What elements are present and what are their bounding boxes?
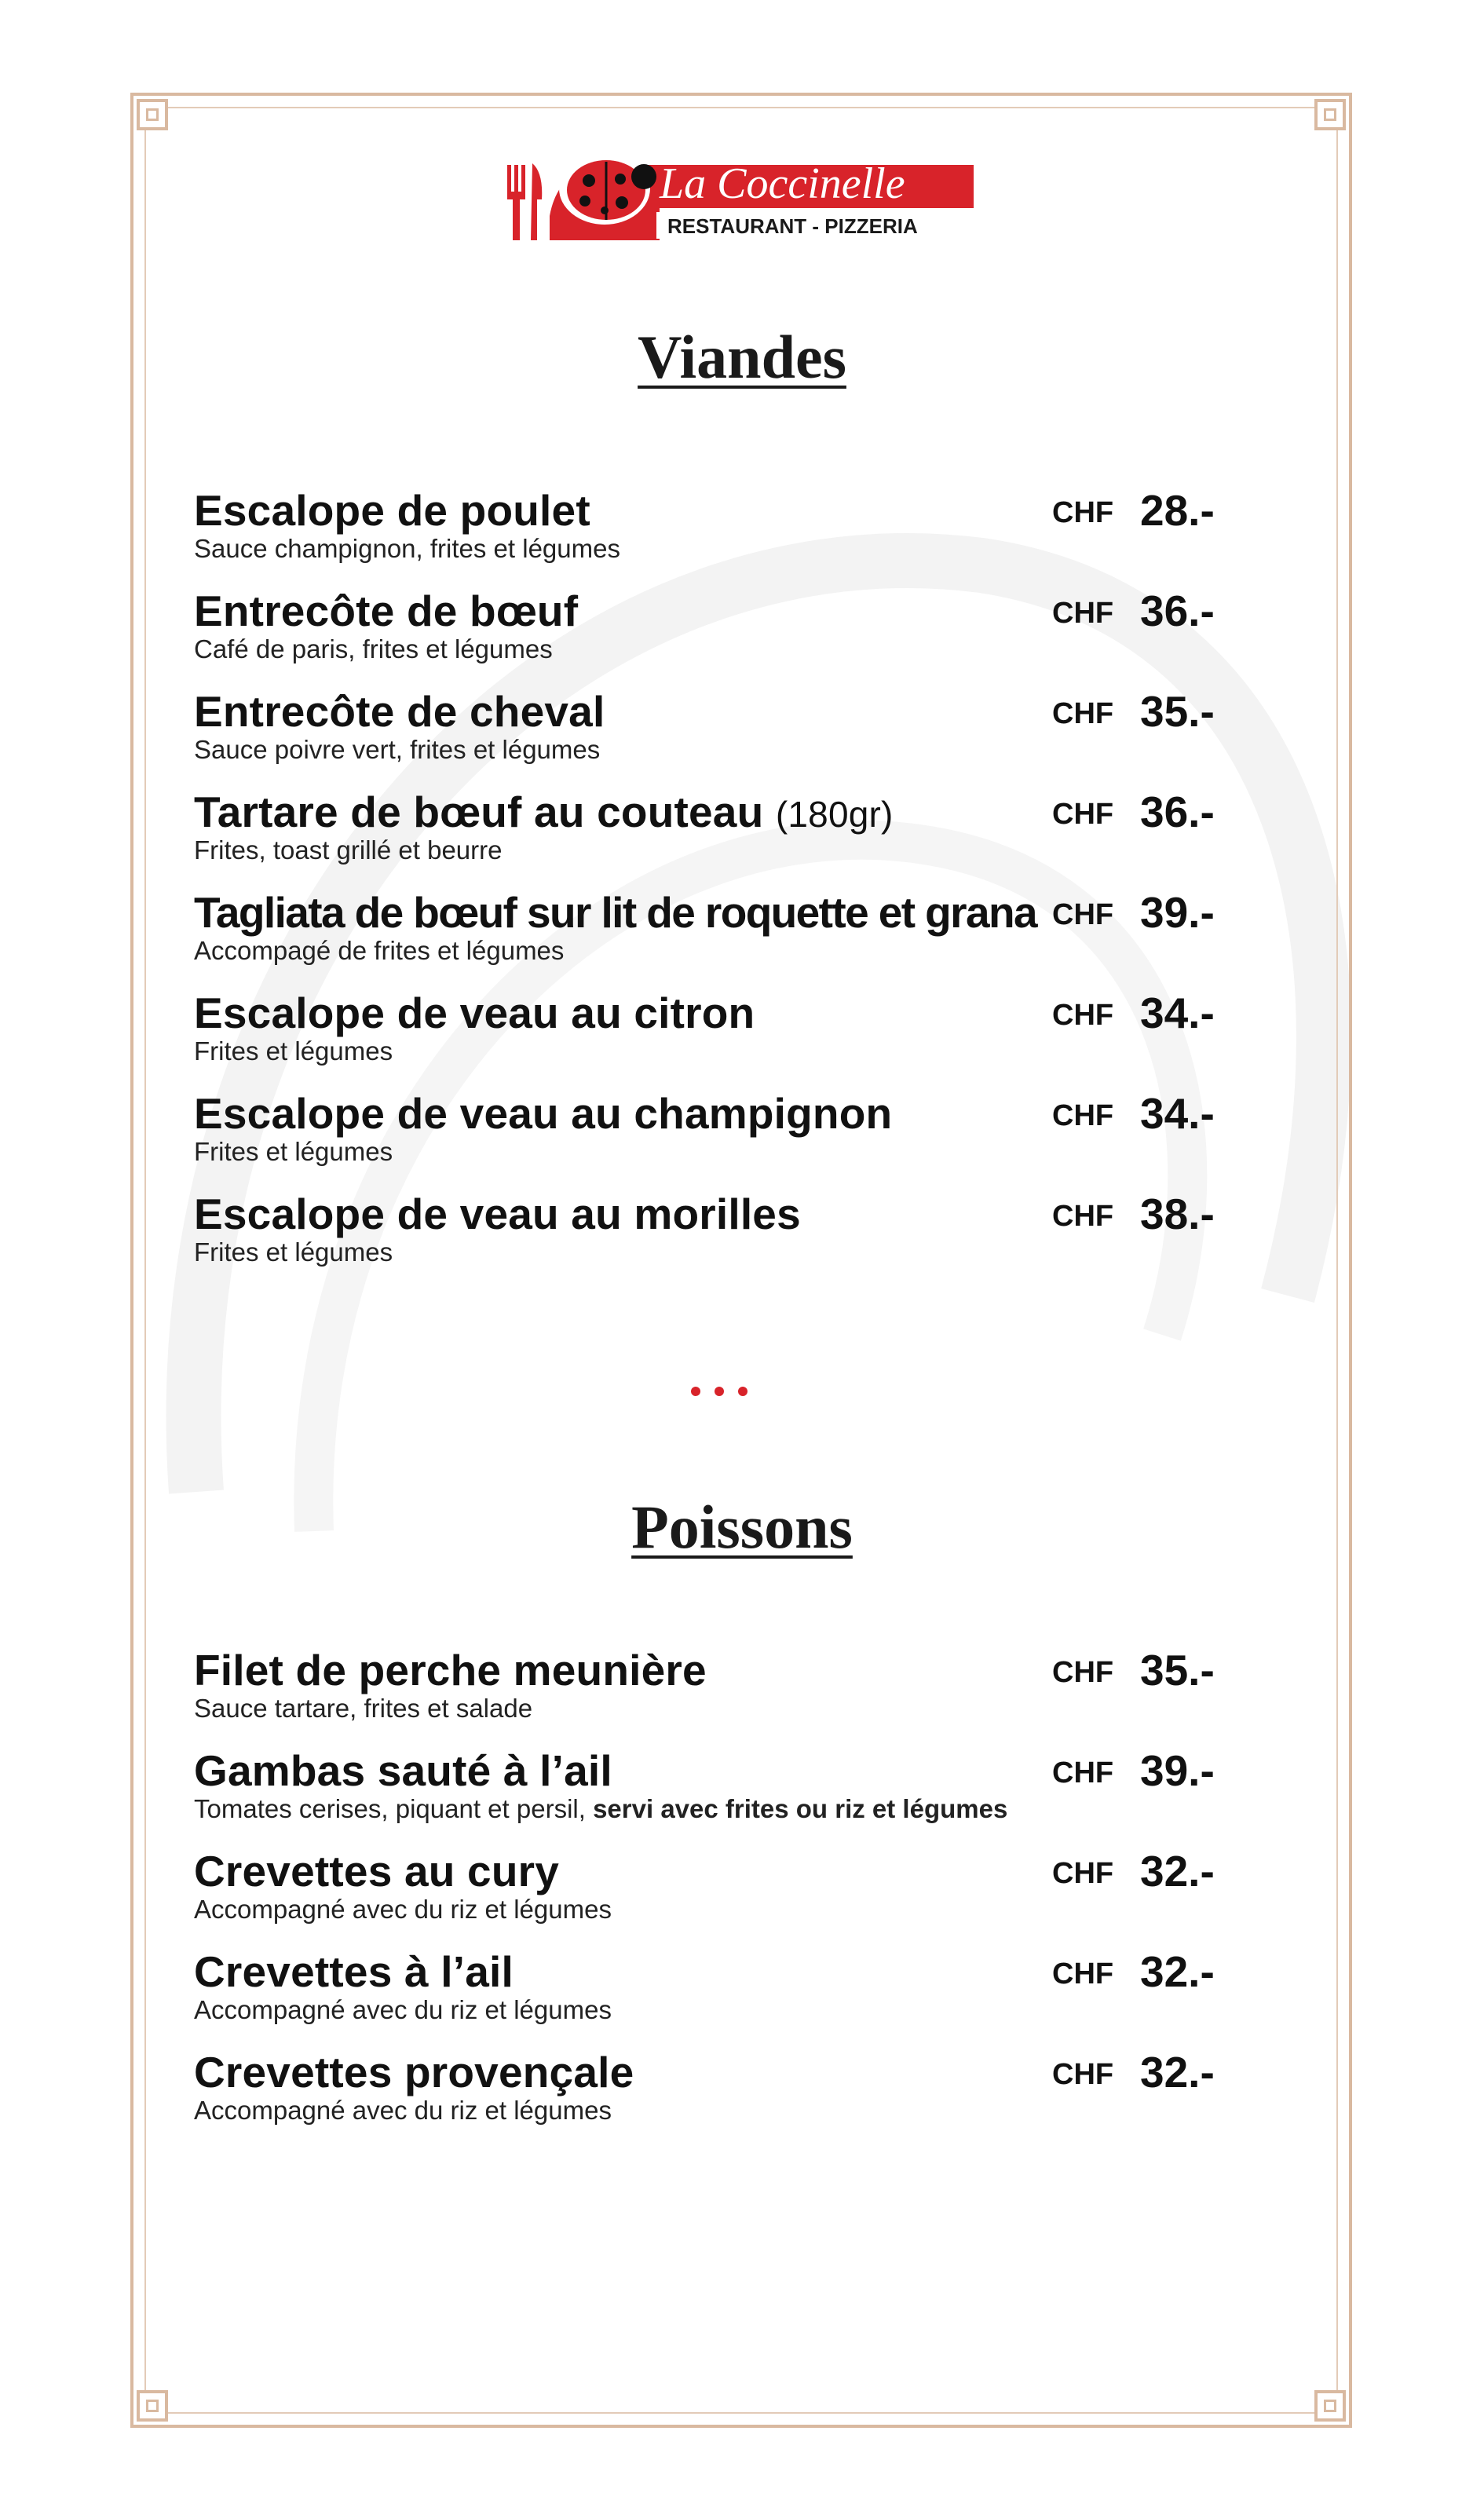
corner-ornament [1314,99,1346,130]
item-description: Frites et légumes [194,1036,393,1066]
item-description: Frites, toast grillé et beurre [194,835,503,865]
item-price: 32.- [1140,1947,1215,1996]
currency-label: CHF [1052,1200,1114,1233]
menu-item [194,787,1293,887]
item-price: 28.- [1140,486,1215,535]
item-name: Escalope de veau au champignon [194,1089,893,1138]
item-name: Escalope de veau au citron [194,989,755,1037]
menu-list-viandes [194,485,1293,1289]
currency-label: CHF [1052,1857,1114,1890]
restaurant-logo [503,141,974,243]
menu-item [194,1645,1293,1745]
item-description: Sauce champignon, frites et légumes [194,534,620,563]
brand-tagline: RESTAURANT - PIZZERIA [667,214,918,238]
item-description: Accompagné avec du riz et légumes [194,2096,612,2125]
item-description: Café de paris, frites et légumes [194,634,553,663]
corner-ornament [137,99,168,130]
menu-item [194,686,1293,787]
item-description [194,1794,1007,1824]
menu-item [194,988,1293,1088]
item-description: Accompagné avec du riz et légumes [194,1995,612,2024]
item-name: Filet de perche meunière [194,1646,707,1694]
currency-label: CHF [1052,597,1114,630]
menu-item [194,1846,1293,1947]
item-name [194,787,894,837]
item-name: Escalope de veau au morilles [194,1190,801,1238]
item-price: 34.- [1140,989,1215,1037]
brand-name: La Coccinelle [660,159,905,208]
item-name-text: Tartare de bœuf au couteau [194,788,764,836]
item-description: Frites et légumes [194,1137,393,1166]
item-name: Entrecôte de bœuf [194,587,579,635]
item-name: Gambas sauté à l’ail [194,1746,612,1795]
currency-label: CHF [1052,1656,1114,1689]
currency-label: CHF [1052,898,1114,931]
item-price: 36.- [1140,788,1215,836]
menu-item [194,1745,1293,1846]
item-description: Accompagé de frites et légumes [194,936,565,965]
currency-label: CHF [1052,1099,1114,1132]
item-price: 34.- [1140,1089,1215,1138]
section-title-viandes: Viandes [638,323,846,391]
corner-ornament [137,2390,168,2422]
menu-list-poissons [194,1645,1293,2148]
item-name: Escalope de poulet [194,486,590,535]
section-separator-dots [691,1386,762,1400]
item-price: 39.- [1140,1746,1215,1795]
currency-label: CHF [1052,1958,1114,1990]
item-description: Sauce tartare, frites et salade [194,1694,533,1723]
corner-ornament [1314,2390,1346,2422]
menu-item [194,485,1293,586]
menu-item [194,2047,1293,2148]
item-price: 32.- [1140,2048,1215,2096]
currency-label: CHF [1052,697,1114,730]
menu-item [194,1088,1293,1189]
currency-label: CHF [1052,496,1114,529]
item-price: 38.- [1140,1190,1215,1238]
menu-item [194,586,1293,686]
item-weight: (180gr) [775,794,894,835]
menu-item [194,1189,1293,1289]
currency-label: CHF [1052,798,1114,831]
item-description: Sauce poivre vert, frites et légumes [194,735,601,764]
menu-item [194,887,1293,988]
item-description-text: Tomates cerises, piquant et persil, [194,1794,586,1823]
item-name: Crevettes au cury [194,1847,560,1895]
item-description: Accompagné avec du riz et légumes [194,1895,612,1924]
currency-label: CHF [1052,2058,1114,2091]
currency-label: CHF [1052,1756,1114,1789]
item-price: 39.- [1140,888,1215,937]
item-price: 35.- [1140,1646,1215,1694]
section-title-poissons: Poissons [631,1493,853,1561]
item-price: 36.- [1140,587,1215,635]
item-name: Crevettes provençale [194,2048,634,2096]
item-name: Tagliata de bœuf sur lit de roquette et grana [194,888,1036,937]
item-price: 35.- [1140,687,1215,736]
item-price: 32.- [1140,1847,1215,1895]
item-description-bold: servi avec frites ou riz et légumes [593,1794,1008,1823]
item-description: Frites et légumes [194,1237,393,1267]
item-name: Crevettes à l’ail [194,1947,514,1996]
menu-item [194,1947,1293,2047]
item-name: Entrecôte de cheval [194,687,605,736]
currency-label: CHF [1052,999,1114,1032]
